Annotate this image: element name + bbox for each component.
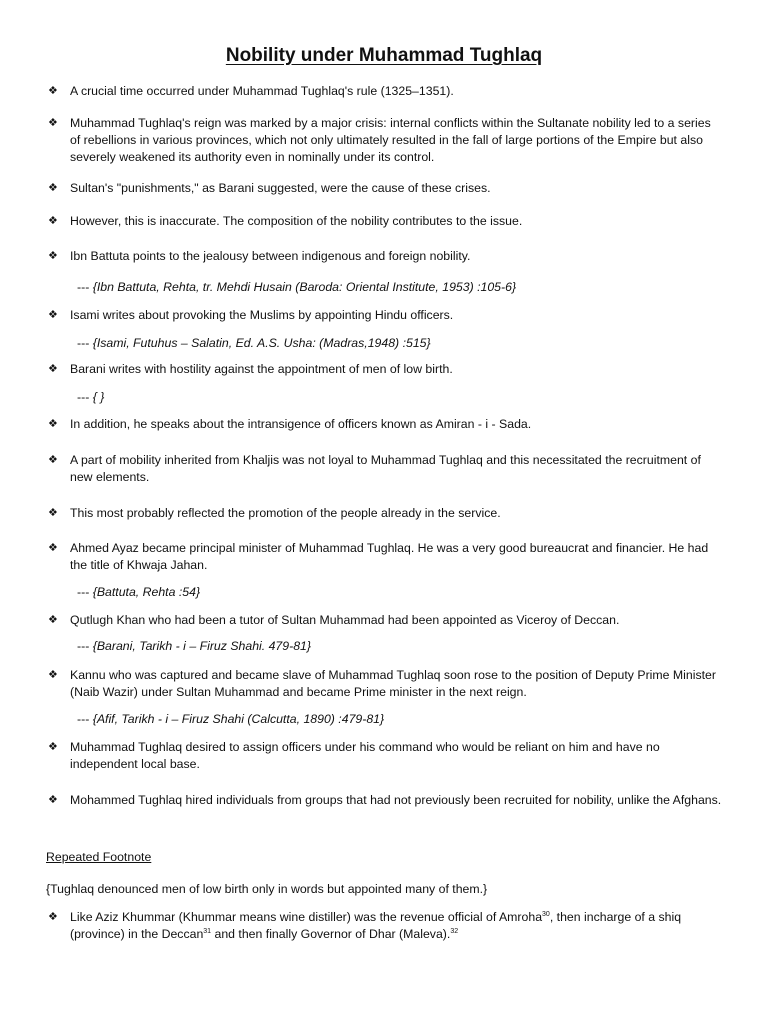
citation-dash: --- [77,639,90,653]
bullet-text: Muhammad Tughlaq's reign was marked by a major crisis: internal conflicts within the Sultanate nobility led to a series of rebellions in various provinces, which not only ultimately resulted in the fall of large portions of the Empire but also severely weakened its authority even in nominally under its control. [70,116,711,164]
bullet-text: A part of mobility inherited from Khaljis was not loyal to Muhammad Tughlaq and this necessitated the recruitment of new elements. [70,453,701,484]
bullet-text: A crucial time occurred under Muhammad Tughlaq's rule (1325–1351). [70,84,454,98]
citation-dash: --- [77,585,90,599]
citation-text: {Barani, Tarikh - i – Firuz Shahi. 479-81} [92,639,311,653]
diamond-bullet-icon: ❖ [48,85,58,97]
diamond-bullet-icon: ❖ [48,669,58,681]
text-part: Like Aziz Khummar (Khummar means wine distiller) was the revenue official of Amroha [70,910,543,924]
citation [77,389,717,406]
bullet-text: Isami writes about provoking the Muslims by appointing Hindu officers. [70,308,454,322]
footnote-ref: 30 [542,911,550,918]
citation-dash: --- [77,336,90,350]
diamond-bullet-icon: ❖ [48,418,58,430]
citation [77,584,717,601]
diamond-bullet-icon: ❖ [48,741,58,753]
bullet-text: This most probably reflected the promotion of the people already in the service. [70,506,501,520]
diamond-bullet-icon: ❖ [48,309,58,321]
text-part: and then finally Governor of Dhar (Maleva). [211,927,451,941]
diamond-bullet-icon: ❖ [48,363,58,375]
bullet-text: Muhammad Tughlaq desired to assign officers under his command who would be reliant on him and have no independent local base. [70,740,660,771]
citation-text: {Ibn Battuta, Rehta, tr. Mehdi Husain (Baroda: Oriental Institute, 1953) :105-6} [92,280,517,294]
bullet-text: Barani writes with hostility against the appointment of men of low birth. [70,362,453,376]
diamond-bullet-icon: ❖ [48,215,58,227]
diamond-bullet-icon: ❖ [48,794,58,806]
citation [77,711,717,728]
citation-dash: --- [77,390,90,404]
bullet-text: Sultan's "punishments," as Barani suggested, were the cause of these crises. [70,181,491,195]
text-part: , then incharge of a shiq (province) in the Deccan [70,910,682,941]
bullet-text: Ahmed Ayaz became principal minister of Muhammad Tughlaq. He was a very good bureaucrat and financier. He had the title of Khwaja Jahan. [70,541,709,572]
bullet-text: However, this is inaccurate. The composition of the nobility contributes to the issue. [70,214,523,228]
bullet-text: Kannu who was captured and became slave of Muhammad Tughlaq soon rose to the position of Deputy Prime Minister (Naib Wazir) under Sultan Muhammad and became Prime minister in the next reign. [70,668,716,699]
diamond-bullet-icon: ❖ [48,454,58,466]
bullet-text: In addition, he speaks about the intransigence of officers known as Amiran - i - Sada. [70,417,532,431]
diamond-bullet-icon: ❖ [48,250,58,262]
diamond-bullet-icon: ❖ [48,542,58,554]
diamond-bullet-icon: ❖ [48,182,58,194]
citation [77,638,717,655]
bullet-text: Qutlugh Khan who had been a tutor of Sultan Muhammad had been appointed as Viceroy of Deccan. [70,613,620,627]
diamond-bullet-icon: ❖ [48,614,58,626]
citation [77,279,717,296]
citation-dash: --- [77,712,90,726]
bullet-text: Mohammed Tughlaq hired individuals from groups that had not previously been recruited for nobility, unlike the Afghans. [70,793,722,807]
citation-text: {Isami, Futuhus – Salatin, Ed. A.S. Usha: (Madras,1948) :515} [92,336,431,350]
citation [77,335,717,352]
diamond-bullet-icon: ❖ [48,911,58,923]
page-title: Nobility under Muhammad Tughlaq [225,45,543,66]
diamond-bullet-icon: ❖ [48,507,58,519]
footnote-text: {Tughlaq denounced men of low birth only in words but appointed many of them.} [46,882,488,896]
bullet-text: Ibn Battuta points to the jealousy between indigenous and foreign nobility. [70,249,471,263]
bullet-text [70,909,724,943]
citation-dash: --- [77,280,90,294]
footnote-ref: 31 [203,928,212,935]
citation-text: {Battuta, Rehta :54} [92,585,201,599]
citation-text: {Afif, Tarikh - i – Firuz Shahi (Calcutta, 1890) :479-81} [92,712,385,726]
citation-text: { } [92,390,105,404]
diamond-bullet-icon: ❖ [48,117,58,129]
footnote-heading-text: Repeated Footnote [46,850,152,864]
footnote-ref: 32 [450,928,459,935]
footnote-heading [46,849,726,866]
